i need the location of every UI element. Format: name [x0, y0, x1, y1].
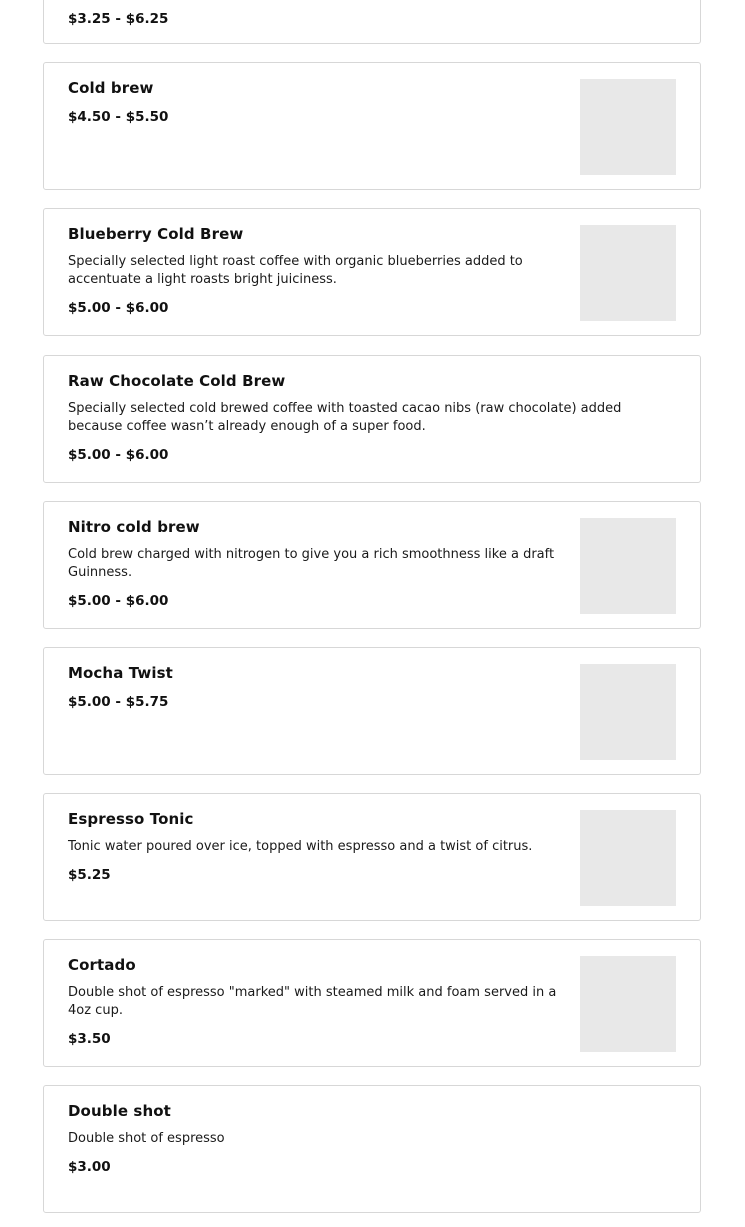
item-image-placeholder: [580, 956, 676, 1052]
menu-item-card[interactable]: [43, 1085, 701, 1213]
item-price: $4.50 - $5.50: [68, 109, 169, 125]
item-name: Espresso Tonic: [68, 810, 194, 828]
menu-item-card[interactable]: [43, 62, 701, 190]
menu-item-card[interactable]: [43, 501, 701, 629]
item-description: Double shot of espresso "marked" with steamed milk and foam served in a 4oz cup.: [68, 985, 557, 1018]
item-name: Nitro cold brew: [68, 518, 200, 536]
item-name: Double shot: [68, 1102, 171, 1120]
item-image-placeholder: [580, 79, 676, 175]
item-name: Cortado: [68, 956, 136, 974]
item-price: $5.00 - $6.00: [68, 300, 169, 316]
item-price: $5.00 - $5.75: [68, 694, 169, 710]
item-description: Tonic water poured over ice, topped with espresso and a twist of citrus.: [68, 839, 533, 854]
item-image-placeholder: [580, 810, 676, 906]
item-image-placeholder: [580, 225, 676, 321]
menu-item-card[interactable]: [43, 793, 701, 921]
item-name: Cold brew: [68, 79, 154, 97]
item-price: $3.50: [68, 1031, 111, 1047]
item-description: Specially selected cold brewed coffee with toasted cacao nibs (raw chocolate) added because coffee wasn’t already enough of a super food.: [68, 401, 622, 434]
item-price: $3.00: [68, 1159, 111, 1175]
item-name: Mocha Twist: [68, 664, 173, 682]
menu-item-card[interactable]: [43, 647, 701, 775]
item-name: Blueberry Cold Brew: [68, 225, 244, 243]
item-price: $5.25: [68, 867, 111, 883]
menu-item-card[interactable]: [43, 355, 701, 483]
item-description: Double shot of espresso: [68, 1131, 225, 1146]
item-image-placeholder: [580, 518, 676, 614]
item-name: Raw Chocolate Cold Brew: [68, 372, 286, 390]
menu-item-card[interactable]: [43, 0, 701, 44]
item-description: Cold brew charged with nitrogen to give you a rich smoothness like a draft Guinness.: [68, 547, 555, 580]
item-price: $5.00 - $6.00: [68, 447, 169, 463]
item-image-placeholder: [580, 664, 676, 760]
menu-item-card[interactable]: [43, 939, 701, 1067]
item-price: $3.25 - $6.25: [68, 11, 169, 27]
item-price: $5.00 - $6.00: [68, 593, 169, 609]
menu-item-card[interactable]: [43, 208, 701, 336]
item-description: Specially selected light roast coffee with organic blueberries added to accentuate a light roasts bright juiciness.: [68, 254, 523, 287]
